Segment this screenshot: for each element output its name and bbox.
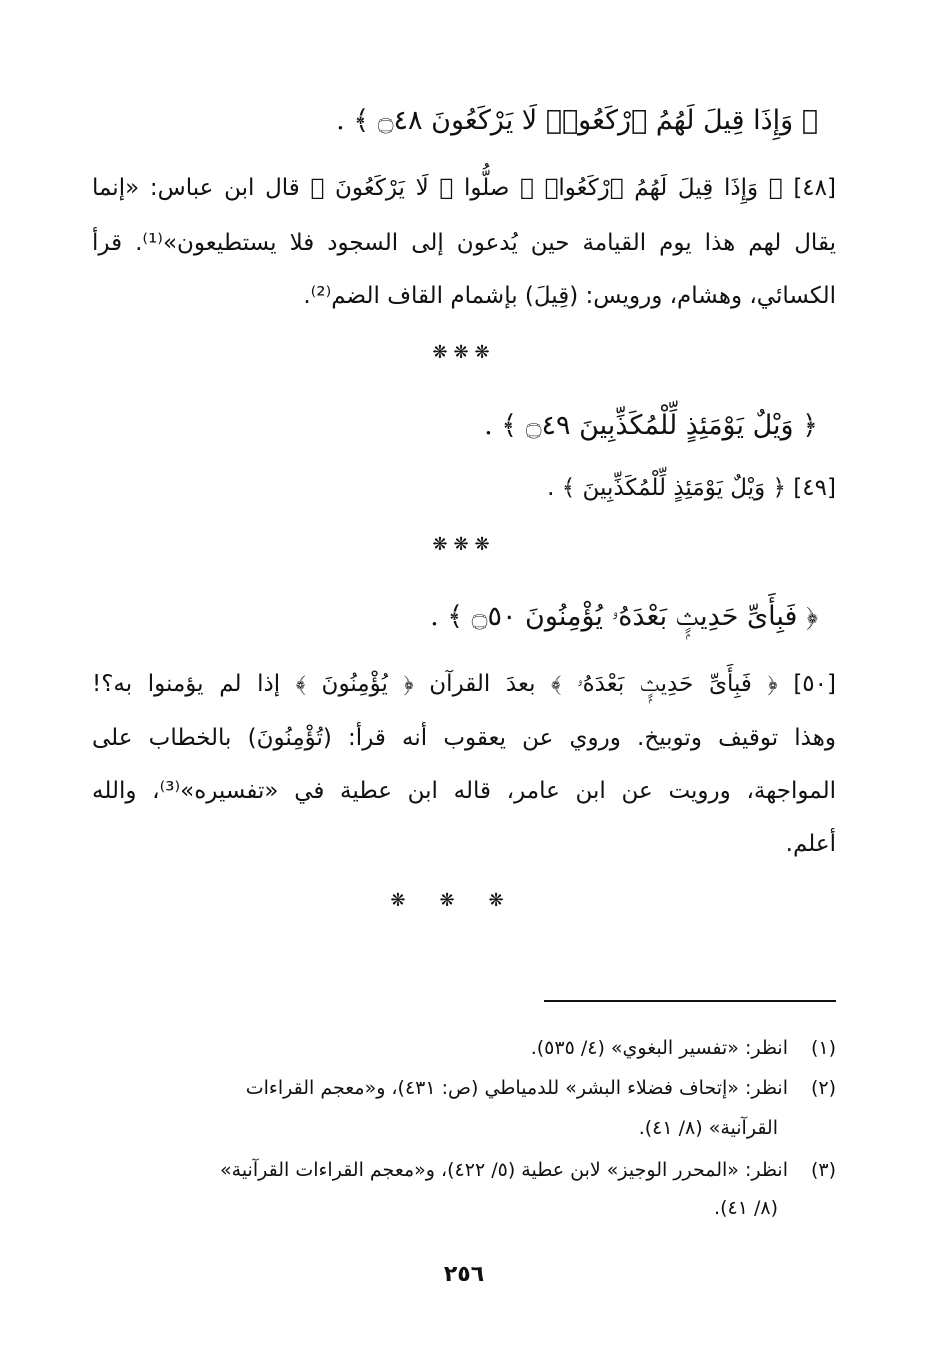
- tafsir-49-line-1: [٤٩] ﴿ وَيْلٌ يَوْمَئِذٍ لِّلْمُكَذِّبِينَ ﴾ .: [547, 475, 836, 501]
- tafsir-50-line-2: وهذا توقيف وتوبيخ. وروي عن يعقوب أنه قرأ: (تُؤْمِنُونَ) بالخطاب على: [92, 725, 836, 751]
- footnote-rule: [544, 1000, 836, 1002]
- page-number: ٢٥٦: [443, 1262, 485, 1287]
- tafsir-50-line-4: أعلم.: [785, 831, 836, 857]
- tafsir-48-line-3: الكسائي، وهشام، ورويس: (قِيلَ) بإشمام القاف الضم⁽²⁾.: [303, 283, 836, 309]
- footnote-text: انظر: «تفسير البغوي» (٤/ ٥٣٥).: [530, 1037, 788, 1059]
- section-separator: ❋❋❋: [432, 534, 496, 555]
- tafsir-48-line-2: يقال لهم هذا يوم القيامة حين يُدعون إلى السجود فلا يستطيعون»⁽¹⁾. قرأ: [92, 230, 836, 256]
- footnote-2: [92, 1070, 836, 1106]
- footnote-number: (١): [810, 1037, 836, 1059]
- tafsir-50-line-1: [٥٠] ﴿ فَبِأَىِّ حَدِيثٍۭ بَعْدَهُۥ ﴾ بعدَ القرآن ﴿ يُؤْمِنُونَ ﴾ إذا لم يؤمنوا به؟!: [92, 671, 836, 697]
- footnote-text: انظر: «المحرر الوجيز» لابن عطية (٥/ ٤٢٢)، و«معجم القراءات القرآنية»: [220, 1159, 788, 1181]
- footnote-number: (٣): [810, 1159, 836, 1181]
- footnote-1: [92, 1030, 836, 1066]
- verse-50: ﴿ فَبِأَىِّ حَدِيثٍۭ بَعْدَهُۥ يُؤْمِنُونَ ۝٥٠ ﴾ .: [430, 601, 818, 632]
- section-separator: ❋❋❋: [432, 342, 496, 363]
- verse-48: ﴿ وَإِذَا قِيلَ لَهُمُ ٱرْكَعُوا۟ لَا يَرْكَعُونَ ۝٤٨ ﴾ .: [336, 105, 818, 136]
- verse-49: ﴿ وَيْلٌ يَوْمَئِذٍ لِّلْمُكَذِّبِينَ ۝٤٩ ﴾ .: [484, 410, 818, 441]
- chapter-end-separator: ❋❋❋: [390, 890, 538, 911]
- footnote-text: انظر: «إتحاف فضلاء البشر» للدمياطي (ص: ٤٣١)، و«معجم القراءات: [245, 1077, 788, 1099]
- footnote-number: (٢): [810, 1077, 836, 1099]
- footnote-2-continuation: القرآنية» (٨/ ٤١).: [638, 1117, 778, 1139]
- footnote-3-continuation: (٨/ ٤١).: [714, 1197, 778, 1219]
- footnote-3: [92, 1152, 836, 1188]
- tafsir-48-line-1: [٤٨] ﴿ وَإِذَا قِيلَ لَهُمُ ٱرْكَعُوا۟ ﴾ صلُّوا ﴿ لَا يَرْكَعُونَ ﴾ قال ابن عباس: «إنما: [92, 175, 836, 201]
- tafsir-50-line-3: المواجهة، ورويت عن ابن عامر، قاله ابن عطية في «تفسيره»⁽³⁾، والله: [92, 778, 836, 804]
